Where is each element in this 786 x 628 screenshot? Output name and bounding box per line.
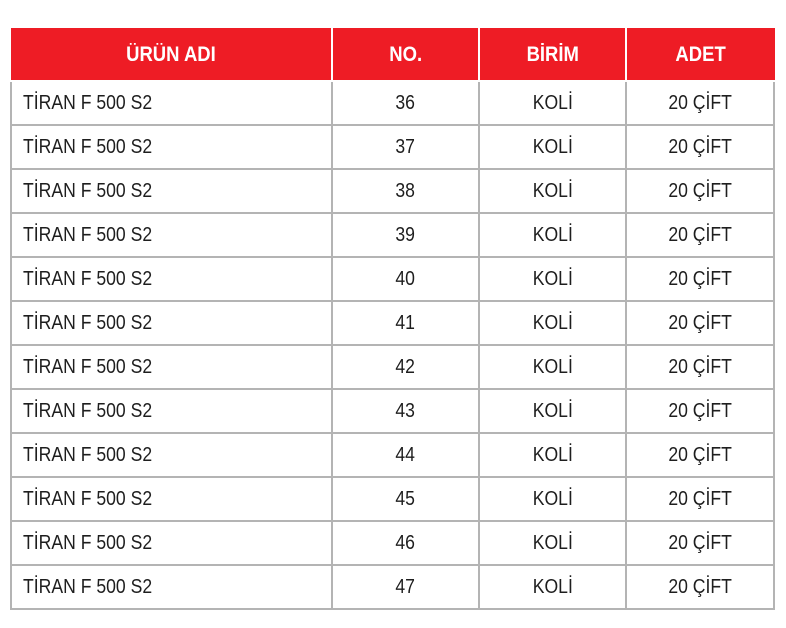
table-row xyxy=(11,565,774,609)
quantity-cell: 20 ÇİFT xyxy=(626,125,774,169)
product-name-cell: TİRAN F 500 S2 xyxy=(11,257,332,301)
unit-cell: KOLİ xyxy=(479,81,626,125)
number-cell: 43 xyxy=(332,389,479,433)
product-name-cell: TİRAN F 500 S2 xyxy=(11,433,332,477)
product-name-cell: TİRAN F 500 S2 xyxy=(11,169,332,213)
product-name-cell: TİRAN F 500 S2 xyxy=(11,81,332,125)
unit-cell: KOLİ xyxy=(479,433,626,477)
unit-cell: KOLİ xyxy=(479,345,626,389)
number-cell: 36 xyxy=(332,81,479,125)
number-cell: 45 xyxy=(332,477,479,521)
number-cell: 40 xyxy=(332,257,479,301)
table-row xyxy=(11,213,774,257)
unit-cell: KOLİ xyxy=(479,521,626,565)
column-header-unit: BİRİM xyxy=(479,29,626,82)
quantity-cell: 20 ÇİFT xyxy=(626,169,774,213)
number-cell: 41 xyxy=(332,301,479,345)
product-name-cell: TİRAN F 500 S2 xyxy=(11,125,332,169)
number-cell: 44 xyxy=(332,433,479,477)
table-row xyxy=(11,257,774,301)
table-row xyxy=(11,345,774,389)
unit-cell: KOLİ xyxy=(479,125,626,169)
product-name-cell: TİRAN F 500 S2 xyxy=(11,477,332,521)
quantity-cell: 20 ÇİFT xyxy=(626,81,774,125)
product-name-cell: TİRAN F 500 S2 xyxy=(11,213,332,257)
unit-cell: KOLİ xyxy=(479,389,626,433)
unit-cell: KOLİ xyxy=(479,565,626,609)
table-body xyxy=(11,81,774,609)
table-header xyxy=(11,29,774,82)
table-row xyxy=(11,169,774,213)
product-name-cell: TİRAN F 500 S2 xyxy=(11,521,332,565)
table-row xyxy=(11,477,774,521)
product-table xyxy=(10,28,775,610)
quantity-cell: 20 ÇİFT xyxy=(626,521,774,565)
unit-cell: KOLİ xyxy=(479,213,626,257)
table-row xyxy=(11,125,774,169)
quantity-cell: 20 ÇİFT xyxy=(626,301,774,345)
quantity-cell: 20 ÇİFT xyxy=(626,257,774,301)
unit-cell: KOLİ xyxy=(479,477,626,521)
product-name-cell: TİRAN F 500 S2 xyxy=(11,565,332,609)
quantity-cell: 20 ÇİFT xyxy=(626,345,774,389)
quantity-cell: 20 ÇİFT xyxy=(626,213,774,257)
unit-cell: KOLİ xyxy=(479,301,626,345)
table-row xyxy=(11,301,774,345)
quantity-cell: 20 ÇİFT xyxy=(626,389,774,433)
number-cell: 42 xyxy=(332,345,479,389)
quantity-cell: 20 ÇİFT xyxy=(626,433,774,477)
unit-cell: KOLİ xyxy=(479,169,626,213)
number-cell: 46 xyxy=(332,521,479,565)
table-row xyxy=(11,433,774,477)
column-header-quantity: ADET xyxy=(626,29,774,82)
product-name-cell: TİRAN F 500 S2 xyxy=(11,345,332,389)
number-cell: 37 xyxy=(332,125,479,169)
quantity-cell: 20 ÇİFT xyxy=(626,477,774,521)
unit-cell: KOLİ xyxy=(479,257,626,301)
column-header-product-name: ÜRÜN ADI xyxy=(11,29,332,82)
table-row xyxy=(11,521,774,565)
number-cell: 47 xyxy=(332,565,479,609)
number-cell: 38 xyxy=(332,169,479,213)
product-name-cell: TİRAN F 500 S2 xyxy=(11,301,332,345)
number-cell: 39 xyxy=(332,213,479,257)
quantity-cell: 20 ÇİFT xyxy=(626,565,774,609)
table-row xyxy=(11,81,774,125)
table-row xyxy=(11,389,774,433)
product-name-cell: TİRAN F 500 S2 xyxy=(11,389,332,433)
column-header-number: NO. xyxy=(332,29,479,82)
header-row xyxy=(11,29,774,82)
